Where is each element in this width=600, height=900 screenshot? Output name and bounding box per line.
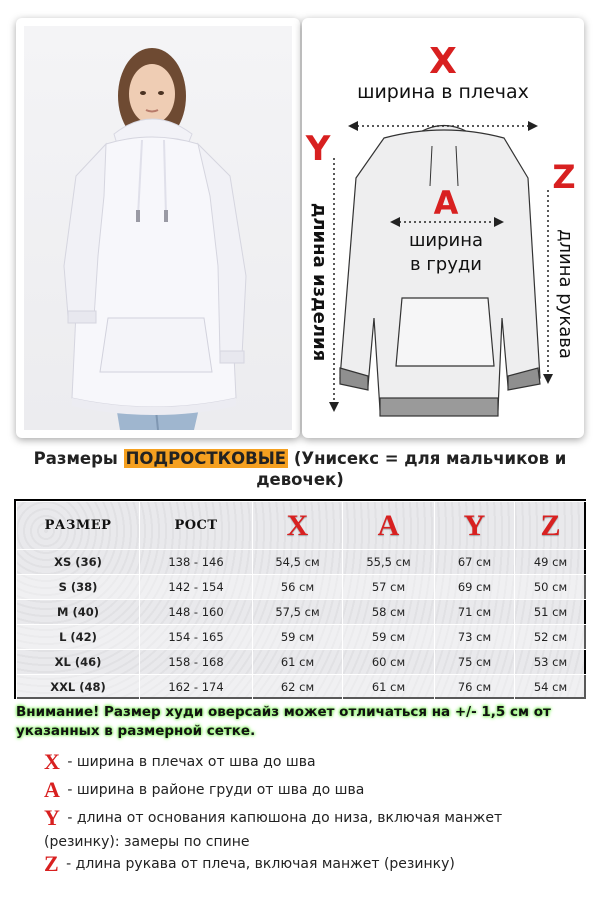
cell-height: 148 - 160 <box>140 600 253 625</box>
table-row <box>17 675 587 700</box>
legend-letter: X <box>44 749 60 774</box>
legend-letter: Z <box>44 851 59 876</box>
size-chart-heading <box>14 448 586 490</box>
legend-text: - ширина в плечах от шва до шва <box>62 754 316 770</box>
model-in-hoodie-illustration <box>24 26 292 430</box>
cell-size: XXL (48) <box>17 675 140 700</box>
measurement-diagram-panel <box>302 18 584 438</box>
cell-a: 59 см <box>343 625 435 650</box>
legend-text: - длина от основания капюшона до низа, включая манжет (резинку): замеры по спине <box>44 810 503 850</box>
cell-height: 158 - 168 <box>140 650 253 675</box>
cell-size: XL (46) <box>17 650 140 675</box>
a-measure-label-line1: ширина <box>408 230 484 251</box>
legend-item-z <box>44 852 564 876</box>
cell-height: 162 - 174 <box>140 675 253 700</box>
cell-z: 50 см <box>515 575 587 600</box>
header-a: A <box>343 502 435 550</box>
cell-z: 54 см <box>515 675 587 700</box>
x-letter: X <box>429 41 457 82</box>
cell-x: 61 см <box>253 650 343 675</box>
a-letter: A <box>433 184 459 222</box>
legend-text: - ширина в районе груди от шва до шва <box>62 782 365 798</box>
table-row <box>17 650 587 675</box>
cell-z: 53 см <box>515 650 587 675</box>
legend-item-y <box>44 806 544 854</box>
cell-height: 154 - 165 <box>140 625 253 650</box>
cell-x: 62 см <box>253 675 343 700</box>
legend-item-x <box>44 750 564 774</box>
y-measure-label: длина изделия <box>309 202 330 362</box>
cell-a: 57 см <box>343 575 435 600</box>
z-letter: Z <box>552 158 576 196</box>
heading-highlight: ПОДРОСТКОВЫЕ <box>125 449 287 468</box>
cell-a: 61 см <box>343 675 435 700</box>
header-x: X <box>253 502 343 550</box>
model-photo-panel <box>16 18 300 438</box>
a-measure-label-line2: в груди <box>409 254 483 275</box>
cell-a: 55,5 см <box>343 550 435 575</box>
x-measure-label: ширина в плечах <box>357 81 529 103</box>
cell-x: 59 см <box>253 625 343 650</box>
cell-size: S (38) <box>17 575 140 600</box>
legend-text: - длина рукава от плеча, включая манжет (резинку) <box>61 856 455 872</box>
legend-item-a <box>44 778 564 802</box>
cell-z: 49 см <box>515 550 587 575</box>
heading-suffix: (Унисекс = для мальчиков и девочек) <box>256 449 567 489</box>
header-height: РОСТ <box>140 502 253 550</box>
cell-y: 67 см <box>435 550 515 575</box>
measurement-diagram <box>302 18 584 438</box>
legend-letter: A <box>44 777 60 802</box>
size-table <box>14 499 586 699</box>
header-y: Y <box>435 502 515 550</box>
heading-prefix: Размеры <box>33 449 124 468</box>
legend-letter: Y <box>44 805 60 830</box>
cell-height: 138 - 146 <box>140 550 253 575</box>
table-row <box>17 550 587 575</box>
header-size: РАЗМЕР <box>17 502 140 550</box>
table-row <box>17 600 587 625</box>
size-warning: Внимание! Размер худи оверсайз может отличаться на +/- 1,5 см от указанных в размерной сетке. <box>16 704 551 739</box>
header-z: Z <box>515 502 587 550</box>
cell-x: 56 см <box>253 575 343 600</box>
cell-size: L (42) <box>17 625 140 650</box>
cell-height: 142 - 154 <box>140 575 253 600</box>
cell-z: 52 см <box>515 625 587 650</box>
cell-z: 51 см <box>515 600 587 625</box>
cell-y: 73 см <box>435 625 515 650</box>
table-row <box>17 625 587 650</box>
table-header-row <box>17 502 587 550</box>
cell-size: M (40) <box>17 600 140 625</box>
cell-size: XS (36) <box>17 550 140 575</box>
cell-y: 69 см <box>435 575 515 600</box>
cell-x: 54,5 см <box>253 550 343 575</box>
cell-a: 60 см <box>343 650 435 675</box>
table-row <box>17 575 587 600</box>
y-letter: Y <box>305 129 331 169</box>
cell-a: 58 см <box>343 600 435 625</box>
model-photo <box>24 26 292 430</box>
cell-y: 71 см <box>435 600 515 625</box>
z-measure-label: длина рукава <box>555 229 576 359</box>
cell-y: 76 см <box>435 675 515 700</box>
cell-x: 57,5 см <box>253 600 343 625</box>
cell-y: 75 см <box>435 650 515 675</box>
